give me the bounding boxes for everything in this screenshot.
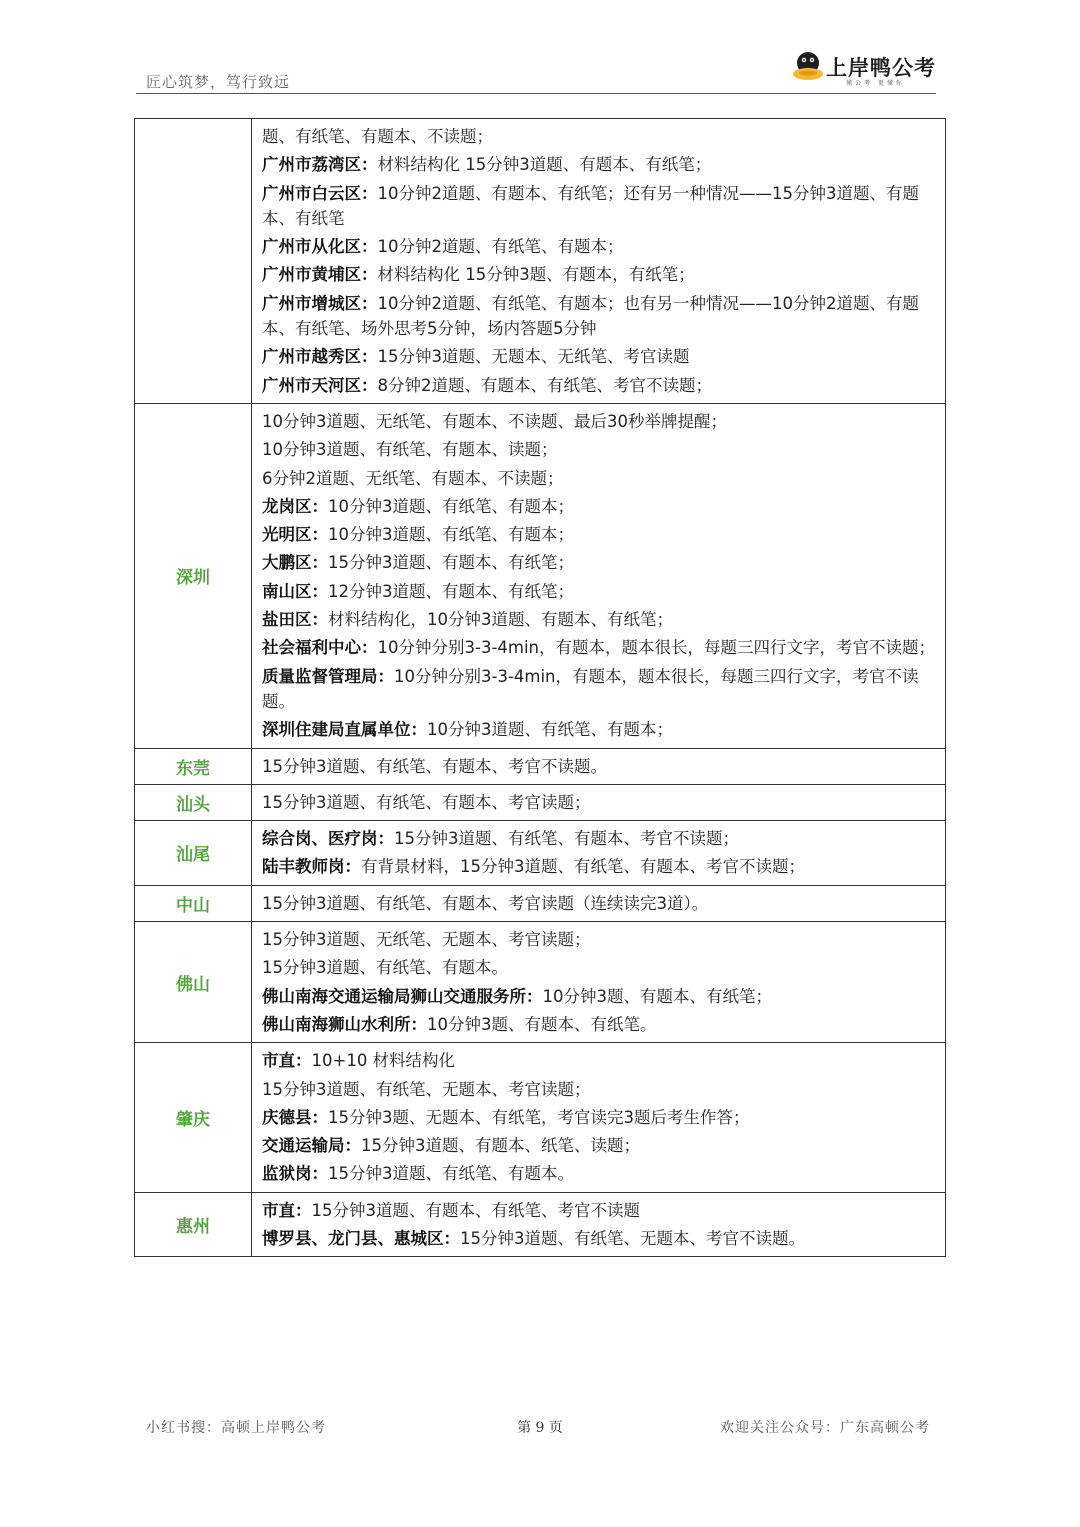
format-text: 15分钟3道题、有纸笔、有题本、考官读题（连续读完3道）。 [262,893,709,913]
district-label: 广州市荔湾区： [262,155,378,175]
duck-logo-icon [790,48,826,84]
format-text: 10分钟3题、有题本、有纸笔。 [427,1014,657,1034]
district-label: 广州市从化区： [262,237,378,257]
format-text: 10分钟分别3-3-4min，有题本，题本很长，每题三四行文字，考官不读题； [377,638,936,658]
district-label: 市直： [262,1051,312,1071]
format-text: 10分钟分别3-3-4min，有题本，题本很长，每题三四行文字，考官不读题。 [262,666,919,711]
table-row [135,403,946,748]
format-details-cell [252,1043,946,1192]
district-label: 南山区： [262,581,328,601]
table-row [135,1192,946,1257]
format-text: 12分钟3道题、有题本、有纸笔； [328,581,574,601]
format-details-cell [252,403,946,748]
format-line [262,152,937,177]
header-slogan: 匠心筑梦，笃行致远 [146,73,291,91]
brand-name: 上岸鸭公考 [826,56,936,80]
format-text: 10分钟2道题、有纸笔、有题本；也有另一种情况——10分钟2道题、有题本、有纸笔、场外思考5分钟，场内答题5分钟 [262,293,919,339]
table-row [135,119,946,404]
format-details-cell [252,119,946,404]
district-label: 市直： [262,1200,312,1220]
city-cell: 肇庆 [135,1043,252,1192]
format-details-cell [252,922,946,1043]
format-text: 10分钟2道题、有纸笔、有题本； [377,237,624,257]
format-line [262,955,937,980]
format-line [262,124,937,149]
format-text: 题、有纸笔、有题本、不读题； [262,127,493,146]
city-cell: 深圳 [135,403,252,748]
format-text: 15分钟3道题、有纸笔、有题本、考官读题； [262,792,591,812]
format-text: 10分钟3道题、有纸笔、有题本、读题； [262,440,558,460]
city-cell [135,119,252,404]
format-text: 15分钟3道题、有纸笔、有题本。 [262,958,508,978]
format-line [262,826,937,851]
format-text: 15分钟3道题、有题本、纸笔、读题； [361,1136,640,1156]
district-label: 监狱岗： [262,1164,328,1184]
table-row [135,821,946,886]
format-line [262,437,937,462]
format-line [262,262,937,287]
format-text: 15分钟3道题、无纸笔、无题本、考官读题； [262,930,591,950]
district-label: 大鹏区： [262,553,328,573]
format-text: 8分钟2道题、有题本、有纸笔、考官不读题； [377,375,712,395]
format-text: 15分钟3道题、有题本、有纸笔、考官不读题 [311,1200,640,1220]
city-cell: 东莞 [135,748,252,784]
format-details-cell [252,748,946,784]
format-text: 6分钟2道题、无纸笔、有题本、不读题； [262,468,564,488]
header-divider [136,93,936,94]
format-details-cell [252,885,946,921]
district-label: 龙岗区： [262,496,328,516]
city-cell: 佛山 [135,922,252,1043]
format-line [262,717,937,742]
city-cell: 汕头 [135,784,252,820]
district-label: 交通运输局： [262,1136,361,1156]
format-line [262,1077,937,1102]
format-details-cell [252,821,946,886]
format-text: 有背景材料，15分钟3道题、有纸笔、有题本、考官不读题； [361,857,805,877]
format-text: 15分钟3道题、有纸笔、有题本、考官不读题； [394,829,739,849]
format-text: 15分钟3道题、有纸笔、无题本、考官读题； [262,1079,591,1099]
format-text: 15分钟3道题、有纸笔、有题本。 [328,1164,574,1184]
format-line [262,1048,937,1073]
format-line [262,854,937,879]
district-label: 光明区： [262,525,328,545]
format-line [262,754,937,779]
format-line [262,373,937,398]
format-line [262,344,937,369]
footer-wechat: 欢迎关注公众号：广东高顿公考 [720,1420,930,1436]
format-line [262,522,937,547]
format-details-cell [252,784,946,820]
table-row [135,784,946,820]
format-line [262,891,937,916]
page-number: 第 9 页 [517,1420,563,1436]
format-line [262,181,937,232]
district-label: 陆丰教师岗： [262,857,361,877]
district-label: 广州市天河区： [262,375,378,395]
district-label: 庆德县： [262,1107,328,1127]
brand-tagline: 懂公考 更懂你 [846,80,905,87]
format-text: 10+10 材料结构化 [311,1051,456,1071]
format-text: 15分钟3道题、有纸笔、有题本、考官不读题。 [262,756,607,776]
format-line [262,234,937,259]
format-line [262,550,937,575]
format-line [262,1161,937,1186]
format-text: 15分钟3题、无题本、有纸笔，考官读完3题后考生作答； [328,1107,750,1127]
city-cell: 汕尾 [135,821,252,886]
district-label: 质量监督管理局： [262,666,394,686]
format-line [262,607,937,632]
format-line [262,1012,937,1037]
format-line [262,635,937,660]
city-cell: 中山 [135,885,252,921]
table-row [135,885,946,921]
format-text: 10分钟2道题、有题本、有纸笔；还有另一种情况——15分钟3道题、有题本、有纸笔 [262,183,919,228]
district-label: 广州市增城区： [262,293,378,313]
format-text: 15分钟3道题、有题本、有纸笔； [328,553,574,573]
format-line [262,1198,937,1223]
format-line [262,466,937,491]
district-label: 综合岗、医疗岗： [262,829,394,849]
district-label: 社会福利中心： [262,638,378,658]
format-line [262,579,937,604]
format-text: 15分钟3道题、无题本、无纸笔、考官读题 [377,347,690,367]
table-row [135,748,946,784]
table-row [135,1043,946,1192]
district-label: 深圳住建局直属单位： [262,720,427,740]
format-line [262,790,937,815]
format-text: 10分钟3道题、有纸笔、有题本； [427,720,673,740]
interview-format-table [134,118,946,1257]
format-text: 10分钟3道题、有纸笔、有题本； [328,496,574,516]
format-line [262,409,937,434]
format-text: 10分钟3道题、无纸笔、有题本、不读题、最后30秒举牌提醒； [262,411,727,431]
district-label: 佛山南海交通运输局狮山交通服务所： [262,986,543,1006]
format-line [262,927,937,952]
format-line [262,664,937,715]
district-label: 佛山南海狮山水利所： [262,1014,427,1034]
district-label: 盐田区： [262,610,328,630]
district-label: 广州市越秀区： [262,347,378,367]
format-text: 15分钟3道题、有纸笔、无题本、考官不读题。 [460,1228,805,1248]
format-text: 材料结构化 15分钟3道题、有题本、有纸笔； [377,155,712,175]
format-text: 10分钟3题、有题本、有纸笔； [542,986,772,1006]
format-line [262,494,937,519]
district-label: 广州市黄埔区： [262,265,378,285]
format-text: 材料结构化 15分钟3题、有题本，有纸笔； [377,265,695,285]
format-line [262,1226,937,1251]
district-label: 广州市白云区： [262,183,378,203]
city-cell: 惠州 [135,1192,252,1257]
format-text: 材料结构化，10分钟3道题、有题本、有纸笔； [328,610,673,630]
format-details-cell [252,1192,946,1257]
format-line [262,291,937,342]
format-text: 10分钟3道题、有纸笔、有题本； [328,525,574,545]
format-line [262,984,937,1009]
district-label: 博罗县、龙门县、惠城区： [262,1228,460,1248]
footer-xiaohongshu: 小红书搜：高顿上岸鸭公考 [146,1420,326,1436]
format-line [262,1133,937,1158]
format-line [262,1105,937,1130]
table-row [135,922,946,1043]
